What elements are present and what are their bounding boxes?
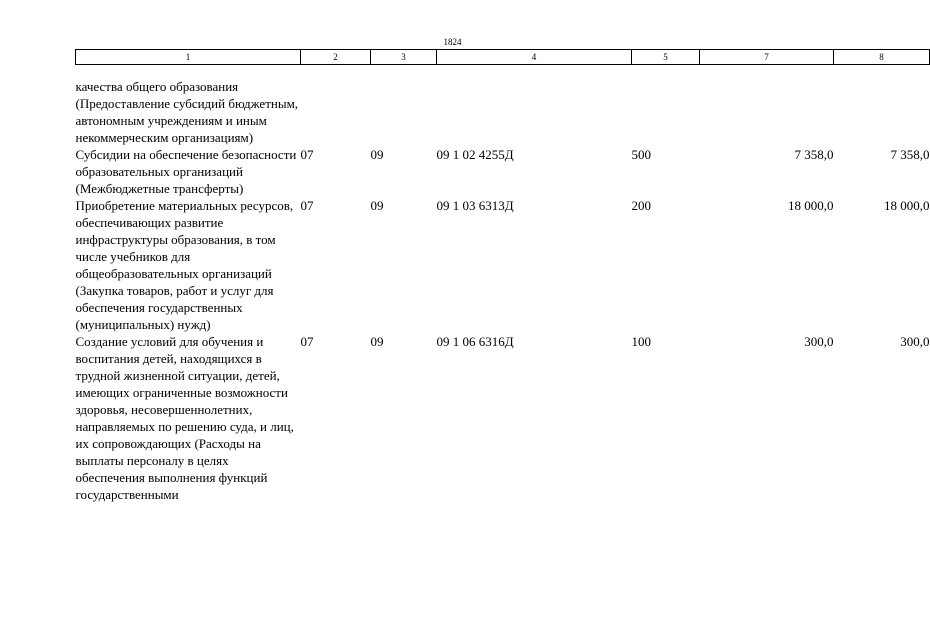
header-col-5: 5 xyxy=(632,50,700,65)
row-sum-7: 300,0 xyxy=(804,334,834,349)
row-name: качества общего образования (Предоставление субсидий бюджетным, автономным учреждениям и иным некоммерческим организациям) xyxy=(75,79,299,145)
row-section xyxy=(301,65,371,147)
row-subsection: 09 xyxy=(370,198,384,213)
row-target: 09 1 02 4255Д xyxy=(436,147,514,162)
row-sum-8: 18 000,0 xyxy=(884,198,930,213)
row-sum-7: 18 000,0 xyxy=(788,198,834,213)
header-col-8: 8 xyxy=(834,50,930,65)
row-subsection: 09 xyxy=(370,147,384,162)
row-expense-type xyxy=(632,65,700,147)
header-col-7: 7 xyxy=(700,50,834,65)
header-col-1: 1 xyxy=(76,50,301,65)
row-subsection: 09 xyxy=(370,334,384,349)
row-sum-8 xyxy=(834,65,930,147)
table-row xyxy=(76,333,930,503)
row-name: Создание условий для обучения и воспитания детей, находящихся в трудной жизненной ситуации, детей, имеющих ограниченные возможности здоровья, несовершеннолетних, направляемых по решению суда, и лиц, их сопровождающих (Расходы на выплаты персоналу в целях обеспечения выполнения функций государственными xyxy=(75,334,294,502)
header-col-2: 2 xyxy=(301,50,371,65)
table-row xyxy=(76,146,930,197)
row-sum-8: 300,0 xyxy=(900,334,930,349)
row-expense-type: 500 xyxy=(631,147,651,162)
row-section: 07 xyxy=(300,147,314,162)
header-col-4: 4 xyxy=(437,50,632,65)
row-subsection xyxy=(371,65,437,147)
page-number: 1824 xyxy=(443,37,462,47)
row-section: 07 xyxy=(300,198,314,213)
header-col-3: 3 xyxy=(371,50,437,65)
row-sum-8: 7 358,0 xyxy=(890,147,930,162)
budget-table xyxy=(75,49,930,503)
row-target: 09 1 03 6313Д xyxy=(436,198,514,213)
table-row xyxy=(76,65,930,147)
row-target: 09 1 06 6316Д xyxy=(436,334,514,349)
row-sum-7: 7 358,0 xyxy=(794,147,834,162)
row-name: Субсидии на обеспечение безопасности образовательных организаций (Межбюджетные трансферты) xyxy=(75,147,297,196)
row-name: Приобретение материальных ресурсов, обеспечивающих развитие инфраструктуры образования, в том числе учебников для общеобразовательных организаций (Закупка товаров, работ и услуг для обеспечения государственных (муниципальных) нужд) xyxy=(75,198,294,332)
table-row xyxy=(76,197,930,333)
row-expense-type: 100 xyxy=(631,334,651,349)
row-target xyxy=(437,65,632,147)
row-section: 07 xyxy=(300,334,314,349)
row-sum-7 xyxy=(700,65,834,147)
header-row xyxy=(76,50,930,65)
row-expense-type: 200 xyxy=(631,198,651,213)
